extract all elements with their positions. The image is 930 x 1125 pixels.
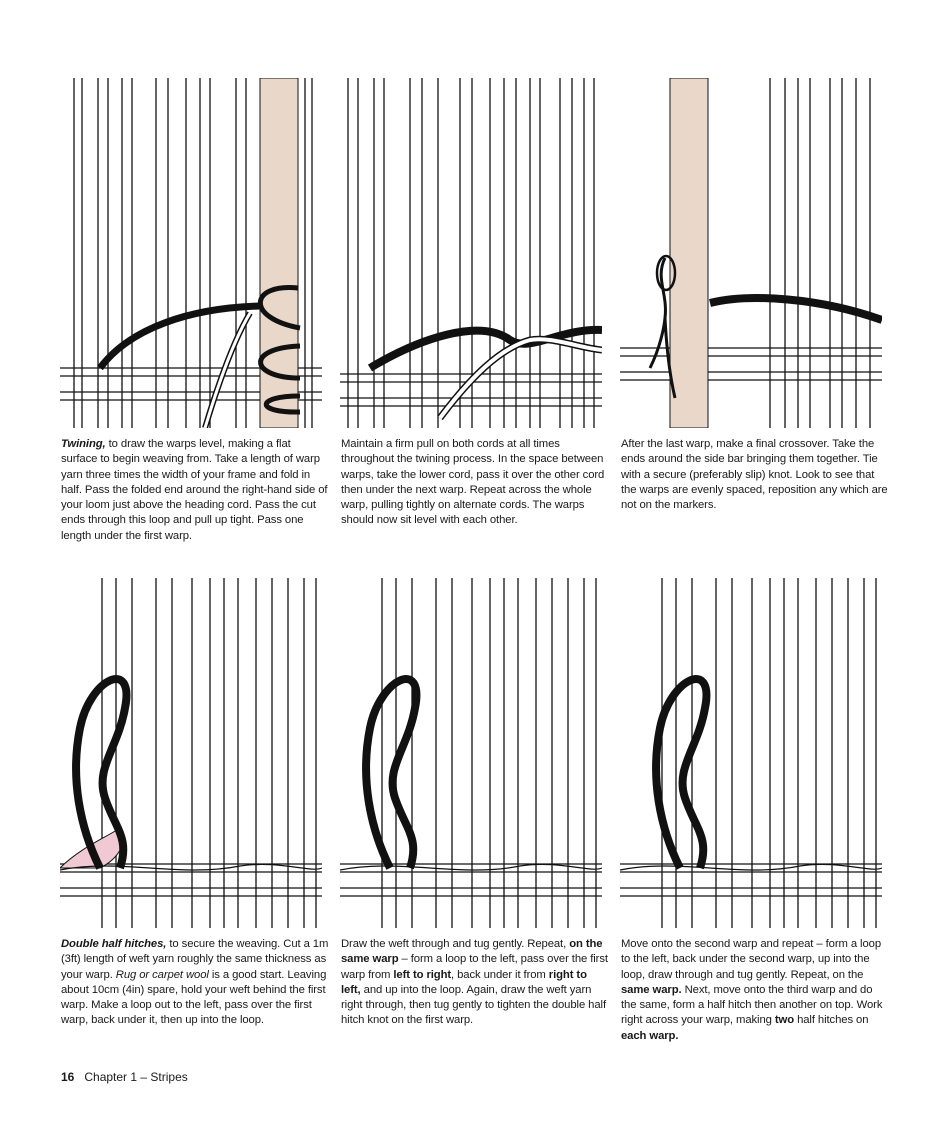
caption-text: and up into the loop. Again, draw the weft yarn right through, then tug gently to tighten the double half hitch knot on the first warp. — [341, 983, 606, 1027]
illustration-svg — [340, 78, 602, 428]
illustration-svg — [340, 578, 602, 928]
caption-text: to draw the warps level, making a flat surface to begin weaving from. Take a length of warp yarn three times the width of your frame and fold in half. Pass the folded end around the right-hand side of your loom just above the heading cord. Pass the cut ends through this loop and pull up tight. Pass one length under the first warp. — [61, 438, 328, 542]
caption-text: left to right — [393, 968, 452, 981]
caption-text: , back under it from — [451, 968, 549, 981]
illustration-half-hitch-continue — [620, 578, 882, 928]
caption-text: Twining, — [61, 438, 106, 450]
page-footer — [61, 1070, 188, 1084]
caption-text: Move onto the second warp and repeat – form a loop to the left, back under the second warp, up into the loop, draw through and tug gently. Repeat, on the — [621, 938, 882, 981]
caption-text: half hitches on — [794, 1014, 869, 1027]
illustration-half-hitch-second — [340, 578, 602, 928]
caption-text: – form a loop to the left, pass over the first warp from — [341, 953, 608, 981]
illustration-half-hitch-first — [60, 578, 322, 928]
step-caption — [621, 437, 889, 513]
step-caption — [61, 937, 329, 1029]
illustration-svg — [620, 78, 882, 428]
illustration-twining-finish — [620, 78, 882, 428]
loom-side-bar — [670, 78, 708, 428]
caption-text: Draw the weft through and tug gently. Repeat, — [341, 938, 570, 950]
caption-text: to secure the weaving. Cut a 1m (3ft) length of weft yarn roughly the same thickness as your warp. — [61, 938, 329, 981]
illustration-twining-start — [60, 78, 322, 428]
caption-text: Double half hitches, — [61, 938, 167, 950]
caption-text: Next, move onto the third warp and do the same, form a half hitch then another on top. Work right across your warp, making — [621, 983, 883, 1027]
caption-text: After the last warp, make a final crossover. Take the ends around the side bar bringing them together. Tie with a secure (preferably slip) knot. Look to see that the warps are evenly spaced, reposition any which are not on the markers. — [621, 438, 888, 512]
step-caption — [341, 937, 609, 1029]
chapter-title: Chapter 1 – Stripes — [84, 1070, 188, 1084]
twined-row — [340, 864, 602, 870]
step-caption — [341, 437, 609, 529]
weft-half-hitch — [366, 679, 416, 868]
caption-text: two — [774, 1014, 795, 1027]
illustration-svg — [620, 578, 882, 928]
illustration-twining-across — [340, 78, 602, 428]
caption-text: on the same warp — [341, 938, 603, 966]
caption-text: Rug or carpet wool — [115, 968, 209, 981]
step-caption — [61, 437, 329, 544]
caption-text: is a good start. Leaving about 10cm (4in) spare, hold your weft behind the first warp. Make a loop out to the left, pass over the first warp, back under it, then up into the loop. — [61, 968, 327, 1027]
caption-text: each warp. — [621, 1029, 679, 1042]
step-caption — [621, 937, 889, 1044]
weft-half-hitch — [656, 679, 706, 868]
page-number: 16 — [61, 1070, 75, 1084]
illustration-svg — [60, 78, 322, 428]
caption-text: Maintain a firm pull on both cords at all times throughout the twining process. In the space between warps, take the lower cord, pass it over the other cord then under the next warp. Repeat across the whole warp, pulling tightly on alternate cords. The warps should now sit level with each other. — [341, 438, 605, 527]
twined-row — [620, 864, 882, 870]
caption-text: same warp. — [621, 983, 682, 996]
caption-text: right to left, — [341, 968, 587, 996]
illustration-svg — [60, 578, 322, 928]
